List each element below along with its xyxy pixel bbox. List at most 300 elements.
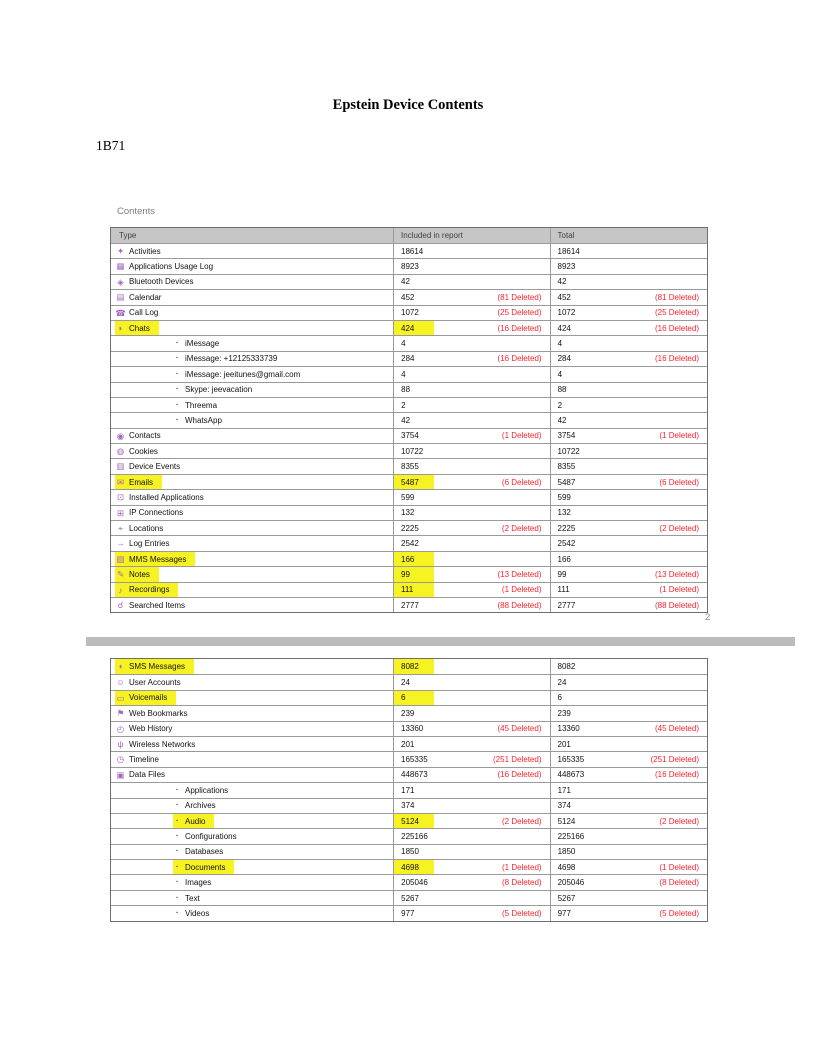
included-deleted: (1 Deleted) [501,862,542,872]
included-cell [393,552,550,566]
type-label: Recordings [129,585,170,595]
total-cell [550,722,708,736]
included-count: 201 [401,739,415,749]
included-cell [393,352,549,366]
total-deleted: (1 Deleted) [659,431,699,441]
type-label: Locations [129,523,164,533]
log-entries-icon: → [116,538,125,549]
total-deleted: (88 Deleted) [654,600,699,610]
type-label: Documents [185,862,226,872]
type-cell [111,306,393,320]
table-row [111,705,707,720]
total-count: 977 [557,908,571,918]
table-row [111,674,707,689]
total-deleted: (251 Deleted) [650,755,699,765]
included-count: 1850 [401,847,419,857]
type-cell [111,598,393,612]
table-row [111,582,707,597]
total-cell [550,444,708,458]
type-cell [111,352,393,366]
column-header-type: Type [119,231,137,240]
type-label: Applications Usage Log [129,262,214,272]
contacts-icon: ◉ [116,430,125,441]
included-count: 99 [394,567,434,581]
included-cell [393,906,549,920]
included-count: 10722 [401,446,424,456]
total-cell [550,860,707,874]
total-deleted: (1 Deleted) [659,585,699,595]
included-count: 171 [401,785,415,795]
included-count: 205046 [401,878,428,888]
table-row [111,859,707,874]
table-row [111,597,707,612]
table-row [111,243,707,258]
included-deleted: (25 Deleted) [497,308,542,318]
total-cell [550,398,707,412]
label-wrap [115,737,195,751]
type-cell [111,891,393,905]
included-deleted: (81 Deleted) [497,292,542,302]
table-row [111,351,707,366]
included-count: 8923 [401,262,419,272]
label-wrap [115,536,169,550]
notes-icon: ✎ [116,569,125,580]
included-count: 239 [401,708,415,718]
included-cell [393,567,550,581]
included-count: 6 [394,691,434,705]
total-cell [550,521,708,535]
page-title: Epstein Device Contents [332,97,484,113]
included-cell [393,799,549,813]
included-cell [393,490,550,504]
label-wrap [173,891,200,905]
total-count: 205046 [557,878,585,888]
type-label: Data Files [129,770,166,780]
type-label: Wireless Networks [129,739,196,749]
included-deleted: (2 Deleted) [501,523,542,533]
label-wrap [173,906,209,920]
table-row [111,751,707,766]
total-count: 6 [557,693,562,703]
type-label: Threema [185,400,218,410]
type-cell [111,752,393,766]
highlighted-label [115,659,194,674]
table-row [111,905,707,920]
label-wrap [115,675,181,689]
included-count: 166 [394,552,434,566]
type-cell [111,691,393,705]
included-count: 225166 [401,831,428,841]
total-cell [550,552,708,566]
recordings-icon: ♪ [118,584,123,595]
column-header-included: Included in report [393,228,550,243]
included-cell [393,875,549,889]
total-cell [550,321,708,335]
included-count: 2225 [401,523,419,533]
total-count: 448673 [557,770,585,780]
bullet-icon: ▪ [176,909,178,916]
bullet-icon: ▪ [176,386,178,393]
total-count: 1850 [557,847,576,857]
data-files-icon: ▣ [116,769,125,780]
included-count: 1072 [401,308,419,318]
total-cell [550,659,708,674]
included-cell [393,398,549,412]
included-deleted: (16 Deleted) [497,354,542,364]
type-label: Voicemails [129,693,168,703]
bullet-icon: ▪ [176,401,178,408]
type-cell [111,275,393,289]
table-row [111,382,707,397]
total-cell [550,768,708,782]
total-cell [550,506,708,520]
column-header-total: Total [550,228,707,243]
included-deleted: (5 Deleted) [501,908,542,918]
type-cell [111,552,393,566]
total-count: 88 [557,385,567,395]
total-cell [550,244,708,258]
call-log-icon: ☎ [115,307,126,318]
included-count: 42 [401,415,411,425]
type-label: Calendar [129,292,162,302]
total-count: 4 [557,339,563,349]
table-row [111,335,707,350]
total-cell [550,567,708,581]
type-cell [111,259,393,273]
type-cell [111,906,393,920]
total-cell [550,475,708,489]
bullet-icon: ▪ [176,802,178,809]
total-count: 4698 [557,862,576,872]
total-cell [550,799,707,813]
label-wrap [115,752,159,766]
type-label: Bluetooth Devices [129,277,194,287]
type-cell [111,845,393,859]
included-count: 3754 [401,431,419,441]
highlighted-label [115,567,159,581]
label-wrap [115,275,193,289]
total-deleted: (8 Deleted) [659,878,699,888]
type-cell [111,706,393,720]
total-count: 5267 [557,893,576,903]
total-cell [550,891,707,905]
type-cell [111,398,393,412]
total-count: 5487 [557,477,576,487]
table-row [111,505,707,520]
included-cell [393,290,550,304]
total-count: 225166 [557,831,585,841]
type-label: Applications [185,785,229,795]
label-wrap [115,706,188,720]
included-count: 599 [401,492,415,502]
installed-applications-icon: ⊡ [116,492,125,503]
total-cell [550,383,707,397]
included-count: 88 [401,385,411,395]
type-label: Installed Applications [129,492,204,502]
label-wrap [173,875,211,889]
table-row [111,458,707,473]
bullet-icon: ▪ [176,863,178,870]
included-count: 13360 [401,724,424,734]
type-cell [111,737,393,751]
included-deleted: (13 Deleted) [497,569,542,579]
type-label: Archives [185,801,216,811]
included-count: 284 [401,354,415,364]
total-count: 4 [557,369,563,379]
label-wrap [115,290,161,304]
total-cell [550,752,708,766]
label-wrap [115,459,180,473]
included-cell [393,829,549,843]
label-wrap [173,398,217,412]
total-count: 599 [557,492,571,502]
total-count: 171 [557,785,571,795]
included-deleted: (16 Deleted) [497,323,542,333]
included-count: 2777 [401,600,419,610]
included-cell [393,675,550,689]
total-deleted: (2 Deleted) [659,816,699,826]
total-cell [550,367,707,381]
wireless-networks-icon: ψ [117,738,124,749]
included-cell [393,383,549,397]
included-deleted: (16 Deleted) [497,770,542,780]
included-deleted: (251 Deleted) [493,755,542,765]
label-wrap [115,768,165,782]
table-row [111,659,707,674]
label-wrap [173,829,237,843]
user-accounts-icon: ☺ [116,677,125,688]
included-deleted: (88 Deleted) [497,600,542,610]
included-count: 4698 [394,860,434,874]
included-count: 165335 [401,755,428,765]
total-deleted: (45 Deleted) [654,724,699,734]
highlighted-label [173,860,234,874]
label-wrap [115,444,158,458]
type-cell [111,799,393,813]
type-label: Images [185,878,212,888]
included-count: 448673 [401,770,428,780]
table-row [111,412,707,427]
calendar-icon: ▤ [116,292,125,303]
label-wrap [115,521,163,535]
included-cell [393,459,550,473]
type-cell [111,413,393,427]
type-cell [111,768,393,782]
table-row [111,320,707,335]
total-count: 424 [557,323,571,333]
table-row [111,828,707,843]
bluetooth-devices-icon: ◈ [117,276,124,287]
highlighted-label [115,475,162,489]
total-count: 201 [557,739,571,749]
exhibit-number: 1B71 [96,138,126,153]
page-number: 2 [705,612,711,623]
total-cell [550,675,708,689]
included-cell [393,413,549,427]
highlighted-label [115,321,159,335]
total-cell [550,352,707,366]
included-deleted: (1 Deleted) [501,431,542,441]
contents-table-page1 [110,227,708,613]
total-count: 1072 [557,308,576,318]
included-cell [393,891,549,905]
total-count: 5124 [557,816,576,826]
table-row [111,890,707,905]
total-cell [550,875,707,889]
type-label: MMS Messages [129,554,187,564]
type-label: Audio [185,816,206,826]
bullet-icon: ▪ [176,894,178,901]
label-wrap [115,506,183,520]
table-row [111,566,707,581]
label-wrap [173,367,300,381]
included-cell [393,475,550,489]
contents-table-page2 [110,658,708,922]
label-wrap [173,783,228,797]
type-cell [111,367,393,381]
type-cell [111,521,393,535]
table-row [111,767,707,782]
included-cell [393,306,550,320]
label-wrap [173,845,223,859]
total-cell [550,583,708,597]
activities-icon: ✦ [116,245,125,256]
table-header-row [111,228,707,243]
total-count: 2777 [557,600,576,610]
label-wrap [115,306,158,320]
total-count: 18614 [557,246,580,256]
highlighted-label [115,552,195,566]
total-count: 374 [557,801,571,811]
type-label: Chats [129,323,150,333]
included-cell [393,336,549,350]
web-bookmarks-icon: ⚑ [116,708,125,719]
total-cell [550,490,708,504]
total-count: 42 [557,415,567,425]
total-count: 42 [557,277,567,287]
included-count: 452 [401,292,415,302]
total-count: 2 [557,400,563,410]
type-cell [111,875,393,889]
total-count: 10722 [557,446,580,456]
table-row [111,258,707,273]
included-cell [393,737,550,751]
total-deleted: (16 Deleted) [654,323,699,333]
chats-icon: ◗ [117,322,124,333]
total-deleted: (16 Deleted) [654,770,699,780]
total-deleted: (16 Deleted) [654,354,699,364]
label-wrap [115,490,204,504]
device-events-icon: ▥ [116,461,125,472]
total-cell [550,737,708,751]
included-cell [393,722,550,736]
label-wrap [173,336,219,350]
included-cell [393,845,549,859]
label-wrap [173,413,222,427]
type-cell [111,783,393,797]
included-count: 18614 [401,246,424,256]
included-count: 374 [401,801,415,811]
total-count: 284 [557,354,571,364]
type-cell [111,659,393,674]
type-label: Log Entries [129,539,170,549]
total-count: 132 [557,508,571,518]
table-row [111,844,707,859]
total-cell [550,906,707,920]
total-count: 24 [557,678,567,688]
type-label: iMessage [185,339,220,349]
total-count: 2542 [557,539,576,549]
total-deleted: (2 Deleted) [659,523,699,533]
included-cell [393,783,549,797]
total-cell [550,706,708,720]
total-cell [550,459,708,473]
label-wrap [173,799,216,813]
total-cell [550,536,708,550]
type-label: WhatsApp [185,415,222,425]
total-cell [550,598,708,612]
searched-items-icon: ☌ [117,599,124,610]
type-cell [111,459,393,473]
included-cell [393,259,550,273]
label-wrap [115,244,161,258]
type-cell [111,860,393,874]
type-cell [111,383,393,397]
table-row [111,474,707,489]
table-row [111,736,707,751]
total-cell [550,275,708,289]
table-row [111,874,707,889]
included-count: 5267 [401,893,419,903]
total-cell [550,829,707,843]
type-label: Timeline [129,755,159,765]
type-label: Device Events [129,462,181,472]
included-count: 424 [394,321,434,335]
cookies-icon: ◍ [116,446,125,457]
included-count: 5124 [394,814,434,828]
type-cell [111,490,393,504]
label-wrap [115,429,161,443]
sms-messages-icon: ◖ [117,661,124,672]
table-row [111,721,707,736]
included-deleted: (6 Deleted) [501,477,542,487]
type-label: Text [185,893,200,903]
total-cell [550,845,707,859]
table-row [111,428,707,443]
total-cell [550,259,708,273]
included-cell [393,521,550,535]
table-row [111,535,707,550]
type-cell [111,244,393,258]
included-cell [393,659,550,674]
type-cell [111,536,393,550]
included-cell [393,321,550,335]
total-count: 2225 [557,523,576,533]
type-label: Web Bookmarks [129,708,188,718]
type-cell [111,290,393,304]
table-row [111,289,707,304]
mms-messages-icon: ▨ [116,553,125,564]
type-label: Emails [129,477,154,487]
total-count: 8082 [557,662,576,672]
included-count: 977 [401,908,415,918]
bullet-icon: ▪ [176,340,178,347]
included-count: 2 [401,400,406,410]
label-wrap [173,352,277,366]
included-cell [393,814,549,828]
type-label: Cookies [129,446,158,456]
included-count: 132 [401,508,415,518]
